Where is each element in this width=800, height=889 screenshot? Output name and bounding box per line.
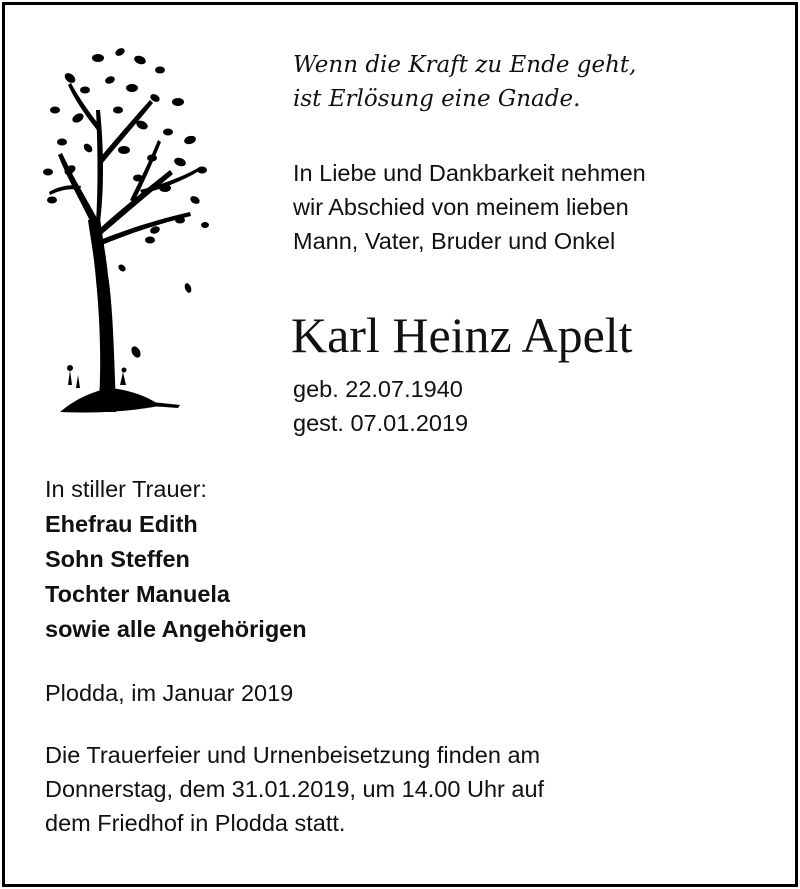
farewell-line: wir Abschied von meinem lieben bbox=[293, 194, 629, 220]
mourners-list bbox=[45, 472, 307, 647]
place-date: Plodda, im Januar 2019 bbox=[45, 680, 294, 706]
mourner-name: Sohn Steffen bbox=[45, 546, 190, 572]
mourner-name: sowie alle Angehörigen bbox=[45, 616, 307, 642]
memorial-quote bbox=[293, 48, 636, 116]
life-dates bbox=[293, 372, 468, 440]
farewell-line: Mann, Vater, Bruder und Onkel bbox=[293, 228, 616, 254]
service-info bbox=[45, 738, 544, 840]
death-date: gest. 07.01.2019 bbox=[293, 410, 469, 436]
mourner-name: Tochter Manuela bbox=[45, 581, 230, 607]
quote-line: Wenn die Kraft zu Ende geht, bbox=[293, 52, 637, 78]
birth-date: geb. 22.07.1940 bbox=[293, 376, 463, 402]
quote-line: ist Erlösung eine Gnade. bbox=[293, 86, 581, 112]
farewell-text bbox=[293, 156, 646, 258]
mourners-heading: In stiller Trauer: bbox=[45, 476, 207, 502]
farewell-line: In Liebe und Dankbarkeit nehmen bbox=[293, 160, 646, 186]
mourner-name: Ehefrau Edith bbox=[45, 511, 198, 537]
service-line: dem Friedhof in Plodda statt. bbox=[45, 810, 346, 836]
tree-silhouette-icon bbox=[40, 40, 215, 415]
deceased-name: Karl Heinz Apelt bbox=[291, 307, 633, 363]
service-line: Donnerstag, dem 31.01.2019, um 14.00 Uhr auf bbox=[45, 776, 545, 802]
service-line: Die Trauerfeier und Urnenbeisetzung finden am bbox=[45, 742, 541, 768]
